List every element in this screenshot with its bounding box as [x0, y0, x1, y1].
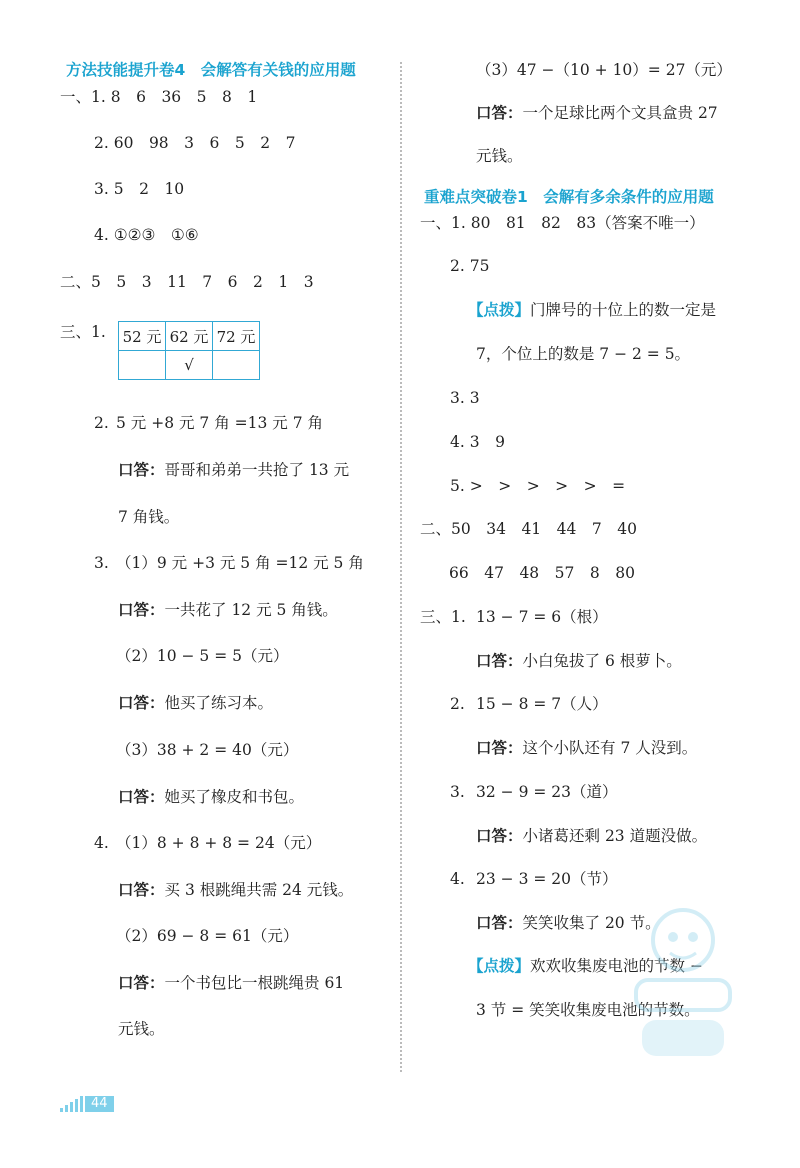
right-s1-q5: 5. > > > > > =: [450, 477, 626, 495]
right-s3-q2-equation: 15 − 8 = 7（人）: [476, 695, 608, 713]
left-q3-part3-answer: [118, 787, 304, 807]
mark-cell: [213, 351, 260, 380]
tip-label: 【点拨】: [468, 957, 531, 975]
right-s3-q2-answer: [476, 738, 697, 758]
answer-text: 一共花了 12 元 5 角钱。: [164, 601, 338, 619]
answer-text: 一个足球比两个文具盒贵 27: [522, 104, 718, 122]
mascot-watermark-icon: [628, 895, 738, 1065]
signal-bar: [65, 1105, 68, 1112]
answer-text: 笑笑收集了 20 节。: [522, 914, 661, 932]
left-q2-number: 2.: [94, 414, 109, 432]
answer-text: 小白兔拔了 6 根萝卜。: [522, 652, 682, 670]
left-q2-equation: 5 元 +8 元 7 角 =13 元 7 角: [116, 414, 323, 432]
right-s2-line1: 二、50 34 41 44 7 40: [420, 520, 637, 538]
left-q4-part2: （2）69 − 8 = 61（元）: [116, 927, 299, 945]
price-cell: 52 元: [119, 322, 166, 351]
price-table: [118, 321, 260, 380]
answer-label: 口答：: [118, 881, 165, 899]
mark-cell: √: [166, 351, 213, 380]
column-divider: [400, 62, 402, 1072]
left-s1-q2: 2. 60 98 3 6 5 2 7: [94, 134, 296, 152]
answer-label: 口答：: [118, 788, 165, 806]
left-q3-part2-answer: [118, 693, 273, 713]
answer-text: 一个书包比一根跳绳贵 61: [164, 974, 345, 992]
left-q3-part1-answer: [118, 600, 338, 620]
left-s1-q1: 一、1. 8 6 36 5 8 1: [60, 88, 258, 106]
answer-label: 口答：: [476, 739, 523, 757]
left-q2-answer: [118, 460, 349, 480]
right-s1-q4: 4. 3 9: [450, 433, 505, 451]
answer-label: 口答：: [476, 652, 523, 670]
right-tip2-cont: 3 节 = 笑笑收集废电池的节数。: [476, 1001, 700, 1019]
price-cell: 62 元: [166, 322, 213, 351]
signal-bar: [75, 1099, 78, 1112]
left-q3-part2: （2）10 − 5 = 5（元）: [116, 647, 289, 665]
tip-text: 门牌号的十位上的数一定是: [530, 301, 717, 319]
right-s3-q1-answer: [476, 651, 682, 671]
right-s2-line2: 66 47 48 57 8 80: [449, 564, 635, 582]
price-cell: 72 元: [213, 322, 260, 351]
answer-text: 小诸葛还剩 23 道题没做。: [522, 827, 708, 845]
right-s3-q1-equation: 13 − 7 = 6（根）: [476, 608, 608, 626]
right-tip1-cont: 7，个位上的数是 7 − 2 = 5。: [476, 345, 691, 363]
right-q4-part3: （3）47 −（10 + 10）= 27（元）: [476, 61, 732, 79]
answer-label: 口答：: [118, 694, 165, 712]
right-s3-q3-number: 3.: [450, 783, 465, 801]
answer-text: 她买了橡皮和书包。: [164, 788, 305, 806]
right-tip1: [468, 300, 716, 320]
left-q4-part1-answer: [118, 880, 353, 900]
page-number-bar: [60, 1096, 114, 1112]
answer-text: 买 3 根跳绳共需 24 元钱。: [164, 881, 354, 899]
right-q4-part3-answer: [476, 103, 718, 123]
left-q4-part2-answer: [118, 973, 344, 993]
page-number: 44: [85, 1096, 114, 1112]
right-s3-q4-equation: 23 − 3 = 20（节）: [476, 870, 618, 888]
right-section-title: 重难点突破卷1 会解有多余条件的应用题: [424, 188, 714, 206]
right-s3-q3-equation: 32 − 9 = 23（道）: [476, 783, 618, 801]
right-s1-q2: 2. 75: [450, 257, 490, 275]
left-q4-number: 4.: [94, 834, 109, 852]
left-q4-part1: （1）8 + 8 + 8 = 24（元）: [116, 834, 322, 852]
answer-text: 这个小队还有 7 人没到。: [522, 739, 698, 757]
left-s2: 二、5 5 3 11 7 6 2 1 3: [60, 273, 314, 291]
signal-bar: [60, 1108, 63, 1112]
right-s3-q4-number: 4.: [450, 870, 465, 888]
right-s3-q2-number: 2.: [450, 695, 465, 713]
answer-label: 口答：: [118, 461, 165, 479]
right-s3-q1-number: 三、1.: [420, 608, 466, 626]
signal-bar: [80, 1096, 83, 1112]
left-section-title: 方法技能提升卷4 会解答有关钱的应用题: [66, 61, 356, 79]
left-s1-q3: 3. 5 2 10: [94, 180, 185, 198]
tip-text: 欢欢收集废电池的节数 −: [530, 957, 703, 975]
right-s1-q1: 一、1. 80 81 82 83（答案不唯一）: [420, 214, 705, 232]
left-q3-part1: （1）9 元 +3 元 5 角 =12 元 5 角: [116, 554, 364, 572]
left-q3-number: 3.: [94, 554, 109, 572]
answer-label: 口答：: [118, 974, 165, 992]
signal-bar: [70, 1102, 73, 1112]
answer-label: 口答：: [476, 827, 523, 845]
left-s1-q4: 4. ①②③ ①⑥: [94, 226, 199, 244]
answer-label: 口答：: [476, 914, 523, 932]
right-s1-q3: 3. 3: [450, 389, 480, 407]
right-q4-part3-answer-cont: 元钱。: [476, 147, 523, 165]
answer-label: 口答：: [118, 601, 165, 619]
answer-label: 口答：: [476, 104, 523, 122]
left-s3-label: 三、1.: [60, 323, 106, 341]
answer-text: 他买了练习本。: [164, 694, 274, 712]
left-q2-answer-cont: 7 角钱。: [118, 508, 180, 526]
left-q4-part2-answer-cont: 元钱。: [118, 1020, 165, 1038]
right-s3-q3-answer: [476, 826, 707, 846]
left-q3-part3: （3）38 + 2 = 40（元）: [116, 741, 299, 759]
mark-cell: [119, 351, 166, 380]
tip-label: 【点拨】: [468, 301, 531, 319]
answer-text: 哥哥和弟弟一共抢了 13 元: [164, 461, 350, 479]
